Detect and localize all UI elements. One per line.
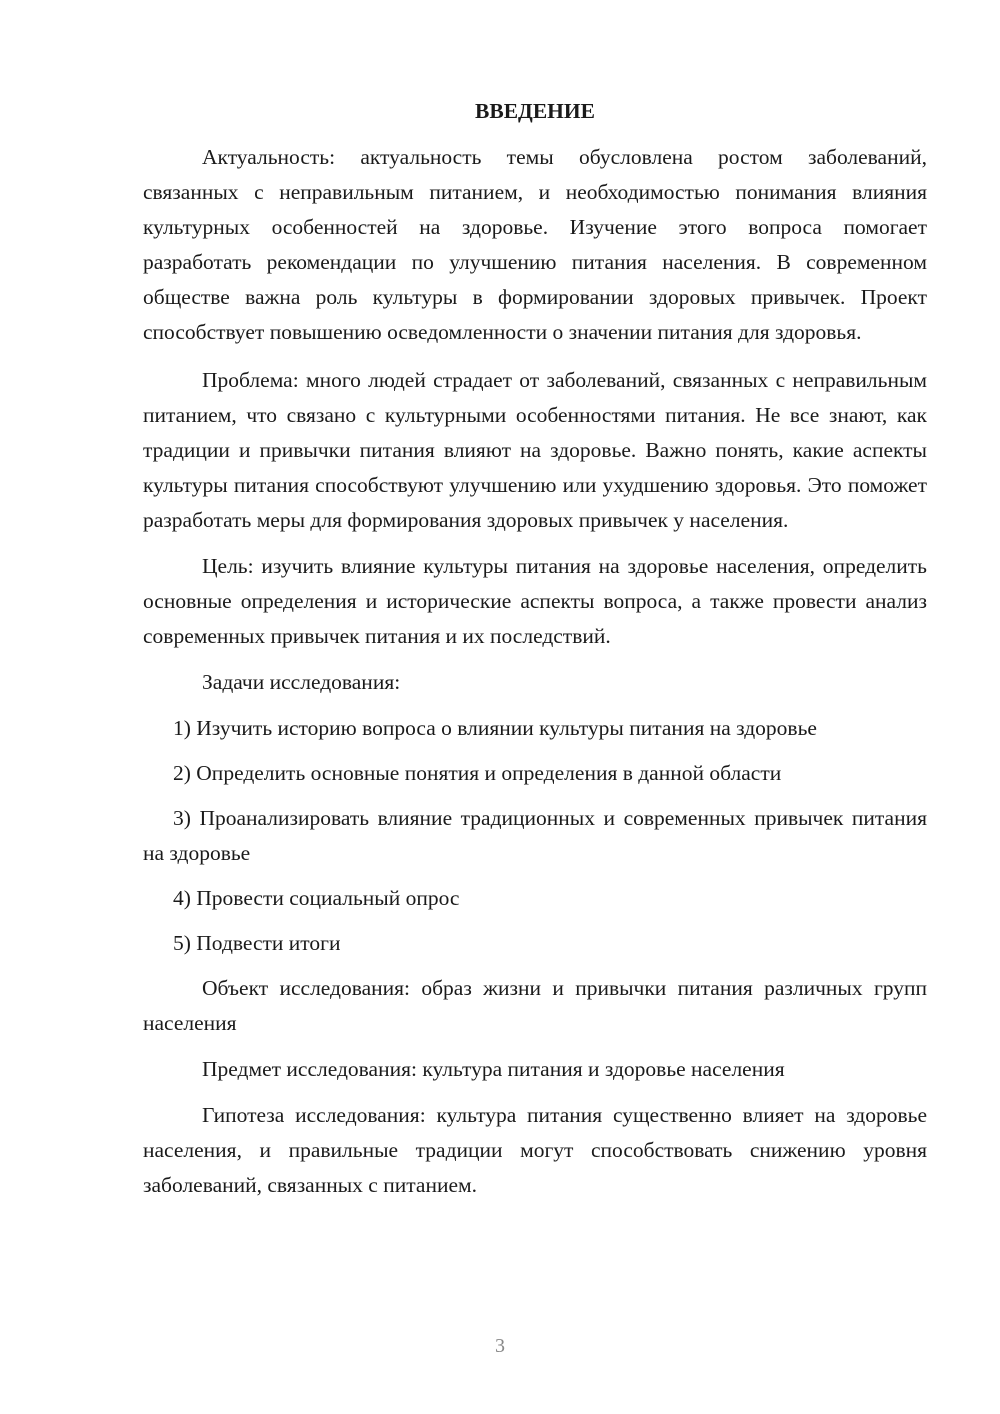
task-item-3: 3) Проанализировать влияние традиционных и современных привычек питания на здоровье <box>143 806 927 865</box>
section-heading: ВВЕДЕНИЕ <box>475 99 595 123</box>
object-paragraph: Объект исследования: образ жизни и привычки питания различных групп населения <box>143 976 927 1035</box>
task-item-1: 1) Изучить историю вопроса о влиянии культуры питания на здоровье <box>173 716 817 740</box>
tasks-title: Задачи исследования: <box>202 670 401 694</box>
relevance-paragraph: Актуальность: актуальность темы обусловлена ростом заболеваний, связанных с неправильным питанием, и необходимостью понимания влияния культурных особенностей на здоровье. Изучение этого вопроса помогает разработать рекомендации по улучшению питания населения. В современном обществе важна роль культуры в формировании здоровых привычек. Проект способствует повышению осведомленности о значении питания для здоровья. <box>143 145 927 344</box>
subject-paragraph: Предмет исследования: культура питания и здоровье населения <box>202 1057 785 1081</box>
task-item-2: 2) Определить основные понятия и определения в данной области <box>173 761 782 785</box>
document-page <box>143 96 927 1214</box>
page-number: 3 <box>495 1335 505 1357</box>
hypothesis-paragraph: Гипотеза исследования: культура питания существенно влияет на здоровье населения, и правильные традиции могут способствовать снижению уровня заболеваний, связанных с питанием. <box>143 1103 927 1197</box>
goal-paragraph: Цель: изучить влияние культуры питания на здоровье населения, определить основные определения и исторические аспекты вопроса, а также провести анализ современных привычек питания и их последствий. <box>143 554 927 648</box>
task-item-4: 4) Провести социальный опрос <box>173 886 460 910</box>
problem-paragraph: Проблема: много людей страдает от заболеваний, связанных с неправильным питанием, что связано с культурными особенностями питания. Не все знают, как традиции и привычки питания влияют на здоровье. Важно понять, какие аспекты культуры питания способствуют улучшению или ухудшению здоровья. Это поможет разработать меры для формирования здоровых привычек у населения. <box>143 368 927 532</box>
task-item-5: 5) Подвести итоги <box>173 931 341 955</box>
